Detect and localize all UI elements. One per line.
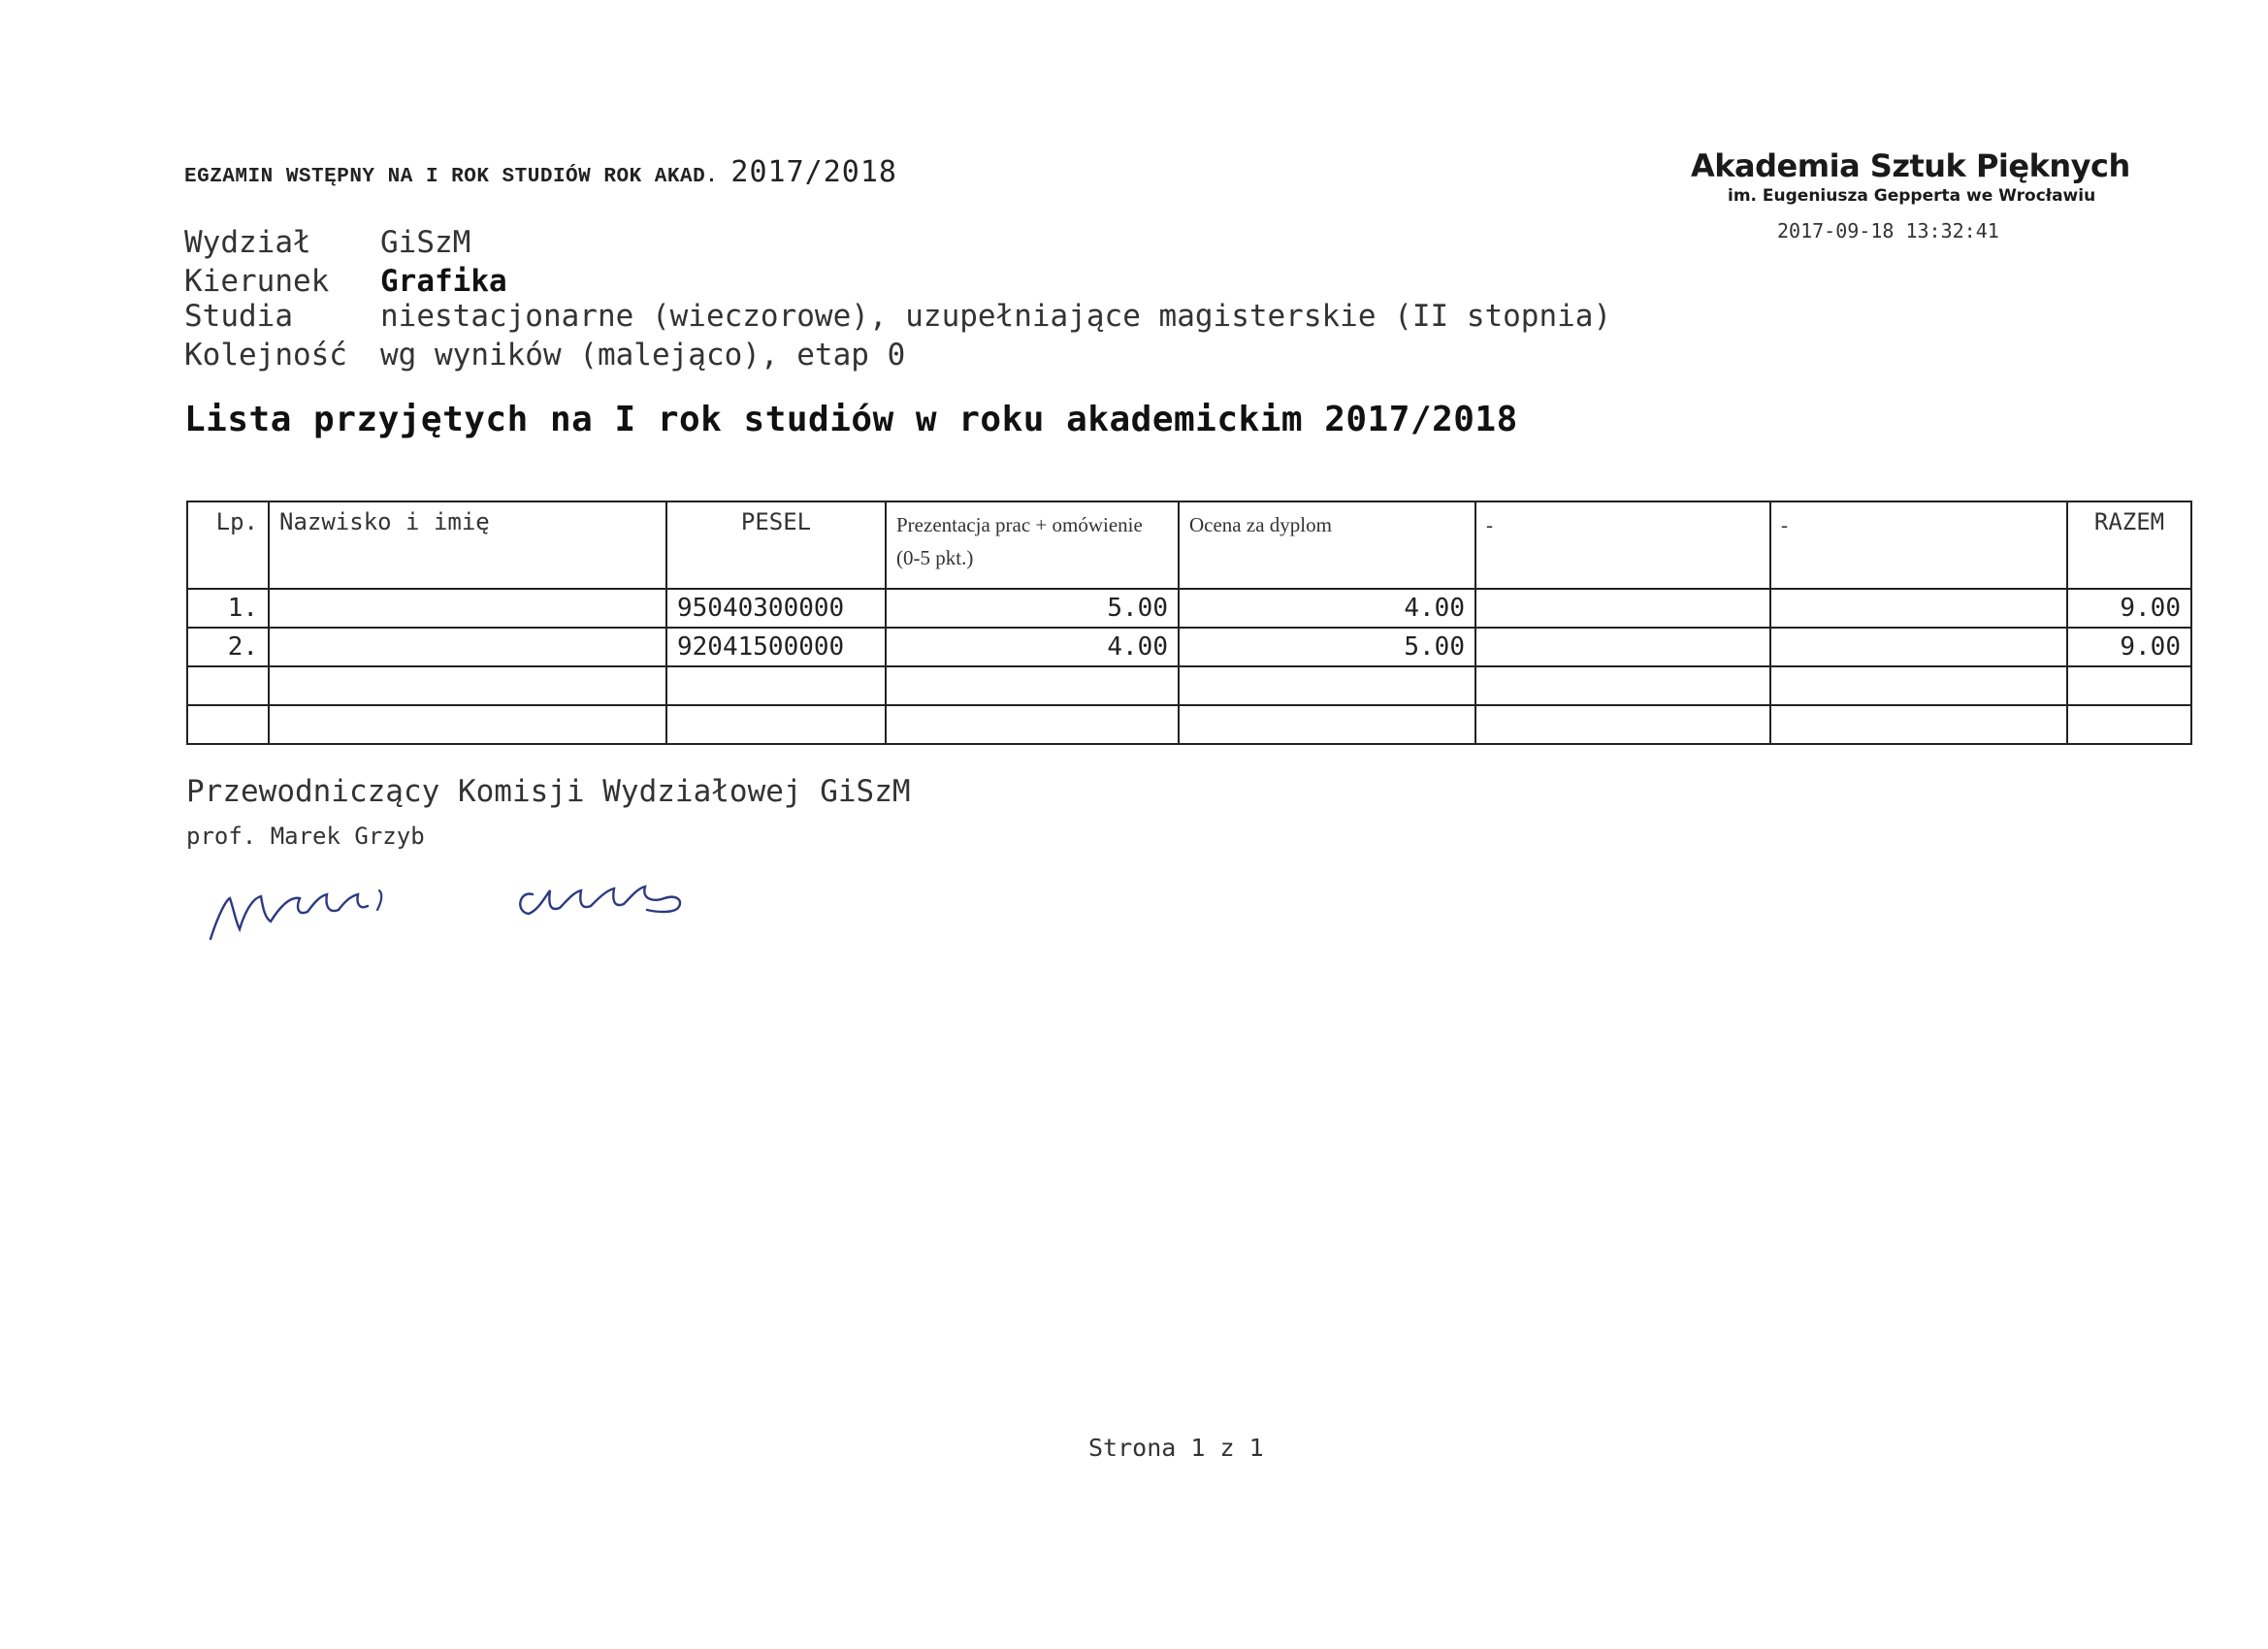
- handwritten-signature: [199, 861, 742, 949]
- cell-lp: 2.: [187, 628, 269, 666]
- col-header-dyplom: Ocena za dyplom: [1179, 501, 1475, 589]
- wydzial-value: GiSzM: [380, 225, 471, 260]
- kierunek-value: Grafika: [380, 264, 507, 299]
- kolejnosc-value: wg wyników (malejąco), etap 0: [380, 338, 906, 372]
- chair-name: prof. Marek Grzyb: [186, 823, 425, 850]
- wydzial-label: Wydział: [184, 225, 311, 260]
- exam-title: [184, 155, 897, 189]
- col-header-blank-2: -: [1770, 501, 2067, 589]
- cell-pesel: 92041500000: [666, 628, 886, 666]
- institution-subtitle: im. Eugeniusza Gepperta we Wrocławiu: [1728, 186, 2096, 206]
- cell-dyplom: 4.00: [1179, 589, 1475, 628]
- cell-name: [269, 589, 666, 628]
- col-header-blank-1: -: [1475, 501, 1770, 589]
- col-header-name: Nazwisko i imię: [269, 501, 666, 589]
- page-number: Strona 1 z 1: [1088, 1434, 1264, 1462]
- col-header-pesel: PESEL: [666, 501, 886, 589]
- cell-pesel: 95040300000: [666, 589, 886, 628]
- table-header-row: [187, 501, 2191, 589]
- institution-name: Akademia Sztuk Pięknych: [1691, 147, 2130, 184]
- info-row-wydzial: [184, 225, 470, 260]
- cell-blank-2: [1770, 589, 2067, 628]
- cell-blank-2: [1770, 628, 2067, 666]
- institution-logo: [1683, 147, 2129, 206]
- list-title: Lista przyjętych na I rok studiów w roku akademickim 2017/2018: [184, 400, 1518, 439]
- studia-value: niestacjonarne (wieczorowe), uzupełniające magisterskie (II stopnia): [380, 299, 1612, 334]
- chair-title: Przewodniczący Komisji Wydziałowej GiSzM: [186, 774, 911, 809]
- cell-lp: 1.: [187, 589, 269, 628]
- kierunek-label: Kierunek: [184, 264, 330, 299]
- cell-dyplom: 5.00: [1179, 628, 1475, 666]
- table-row-empty: [187, 666, 2191, 705]
- cell-name: [269, 628, 666, 666]
- cell-prezentacja: 4.00: [886, 628, 1179, 666]
- col-header-razem: RAZEM: [2067, 501, 2191, 589]
- cell-prezentacja: 5.00: [886, 589, 1179, 628]
- kolejnosc-label: Kolejność: [184, 338, 347, 372]
- col-header-lp: Lp.: [187, 501, 269, 589]
- info-row-studia: [184, 299, 1611, 334]
- info-row-kierunek: [184, 264, 507, 299]
- info-row-kolejnosc: [184, 338, 905, 372]
- results-table: [186, 501, 2192, 745]
- cell-blank-1: [1475, 628, 1770, 666]
- cell-razem: 9.00: [2067, 628, 2191, 666]
- table-row: [187, 628, 2191, 666]
- cell-blank-1: [1475, 589, 1770, 628]
- studia-label: Studia: [184, 299, 293, 334]
- print-timestamp: 2017-09-18 13:32:41: [1777, 219, 1999, 242]
- table-row-empty: [187, 705, 2191, 744]
- exam-title-text: EGZAMIN WSTĘPNY NA I ROK STUDIÓW ROK AKAD.: [184, 166, 719, 188]
- cell-razem: 9.00: [2067, 589, 2191, 628]
- exam-year: 2017/2018: [730, 155, 897, 189]
- table-row: [187, 589, 2191, 628]
- col-header-prezentacja: Prezentacja prac + omówienie (0-5 pkt.): [886, 501, 1179, 589]
